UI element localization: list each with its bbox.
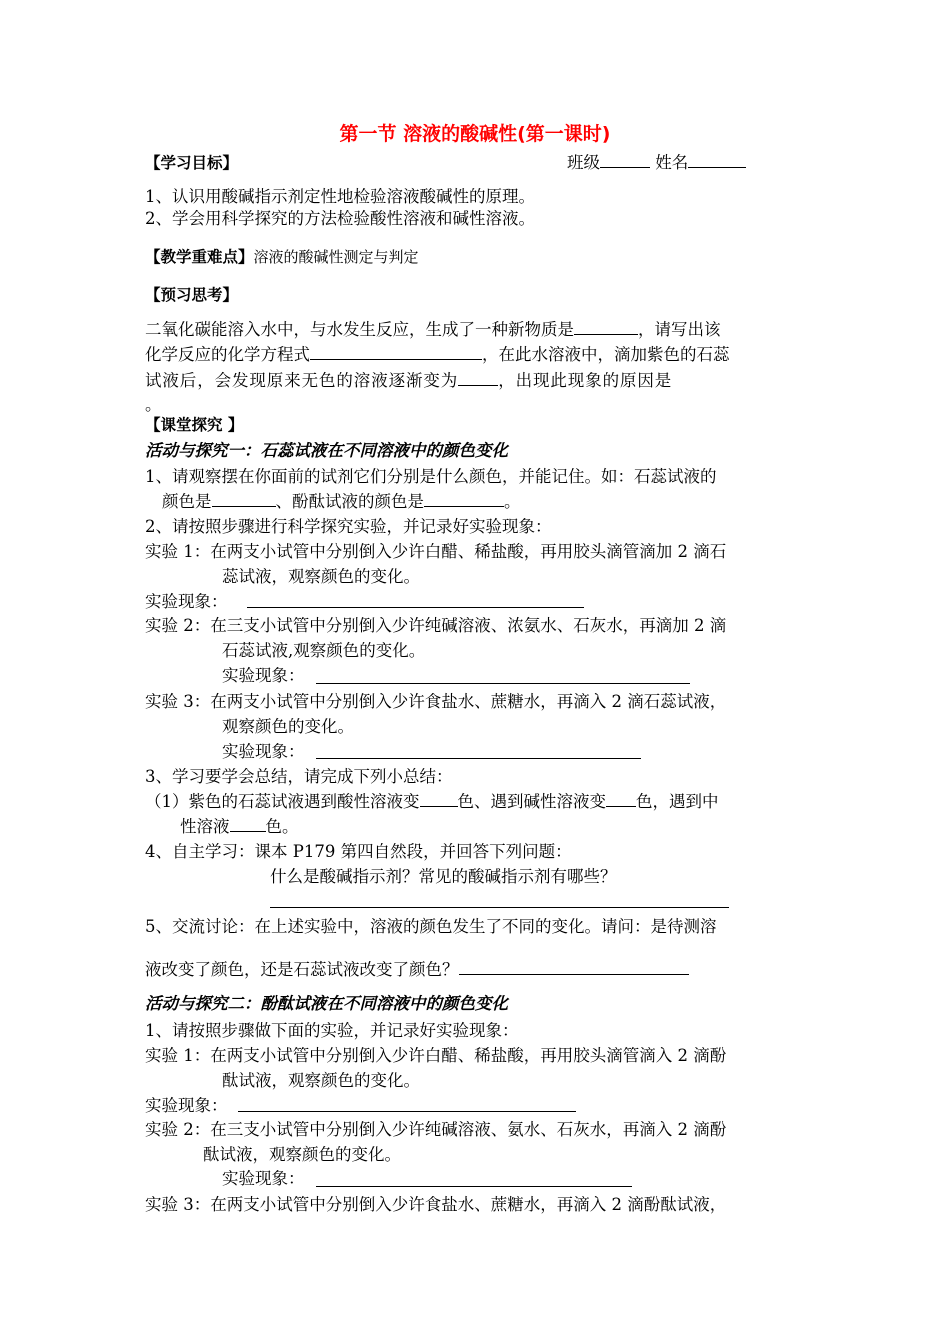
key-points-text: 溶液的酸碱性测定与判定 [253, 248, 419, 266]
objectives-heading: 【学习目标】 [145, 154, 239, 172]
a2-obs2-label: 实验现象： [222, 1169, 305, 1188]
a1-exp1-line-2: 蕊试液，观察颜色的变化。 [222, 567, 420, 586]
a2-exp2-line-1: 实验 2：在三支小试管中分别倒入少许纯碱溶液、氨水、石灰水，再滴入 2 滴酚 [145, 1120, 727, 1139]
acid-color-blank[interactable] [420, 791, 458, 807]
summary-text: 色。 [265, 817, 299, 836]
preview-text: ，请写出该 [638, 320, 721, 339]
objective-1: 1、认识用酸碱指示剂定性地检验溶液酸碱性的原理。 [145, 187, 535, 206]
a2-obs1-label: 实验现象： [145, 1096, 228, 1115]
preview-text: 试液后，会发现原来无色的溶液逐渐变为 [145, 371, 459, 390]
class-blank[interactable] [600, 152, 650, 168]
a1-obs2-blank[interactable] [316, 683, 690, 684]
a2-exp1-line-1: 实验 1：在两支小试管中分别倒入少许白醋、稀盐酸，再用胶头滴管滴入 2 滴酚 [145, 1046, 727, 1065]
a1-obs3-label: 实验现象： [222, 742, 305, 761]
a1-q5-line-1: 5、交流讨论：在上述实验中，溶液的颜色发生了不同的变化。请问：是待测溶 [145, 917, 717, 936]
a1-q1-line-1: 1、请观察摆在你面前的试剂它们分别是什么颜色，并能记住。如：石蕊试液的 [145, 467, 717, 486]
equation-blank[interactable] [310, 344, 482, 360]
summary-text: 色，遇到中 [636, 792, 719, 811]
a1-summary-line-2 [180, 816, 845, 838]
summary-text: （1）紫色的石蕊试液遇到酸性溶液变 [145, 792, 420, 811]
litmus-color-blank[interactable] [212, 491, 276, 507]
preview-text: ，出现此现象的原因是 [498, 371, 673, 390]
a1-q1-text: 、酚酞试液的颜色是 [275, 492, 424, 511]
activity-2-title: 活动与探究二：酚酞试液在不同溶液中的颜色变化 [145, 994, 508, 1013]
name-blank[interactable] [688, 152, 746, 168]
class-name-fields [567, 152, 807, 174]
key-points-heading: 【教学重难点】 [145, 248, 254, 266]
a2-exp3-line-1: 实验 3：在两支小试管中分别倒入少许食盐水、蔗糖水，再滴入 2 滴酚酞试液， [145, 1195, 727, 1214]
a1-obs1-label: 实验现象： [145, 592, 228, 611]
a1-exp3-line-1: 实验 3：在两支小试管中分别倒入少许食盐水、蔗糖水，再滴入 2 滴石蕊试液， [145, 692, 727, 711]
a1-exp2-line-2: 石蕊试液,观察颜色的变化。 [222, 641, 426, 660]
a1-exp3-line-2: 观察颜色的变化。 [222, 717, 354, 736]
preview-line-4: 。 [145, 395, 162, 414]
a2-obs1-blank[interactable] [238, 1111, 576, 1112]
a1-q1-text: 。 [504, 492, 521, 511]
neutral-color-blank[interactable] [230, 816, 266, 832]
classroom-heading: 【课堂探究 】 [145, 416, 244, 434]
preview-line-1 [145, 317, 810, 343]
phenolphthalein-color-blank[interactable] [424, 491, 504, 507]
a1-q4-answer-blank[interactable] [270, 907, 729, 908]
a1-q5-answer-blank[interactable] [459, 959, 689, 975]
a1-q4-line-1: 4、自主学习：课本 P179 第四自然段，并回答下列问题： [145, 842, 572, 861]
objective-2: 2、学会用科学探究的方法检验酸性溶液和碱性溶液。 [145, 209, 535, 228]
a2-exp1-line-2: 酞试液，观察颜色的变化。 [222, 1071, 420, 1090]
a1-exp1-line-1: 实验 1：在两支小试管中分别倒入少许白醋、稀盐酸，再用胶头滴管滴加 2 滴石 [145, 542, 727, 561]
summary-text: 色、遇到碱性溶液变 [457, 792, 606, 811]
name-label: 姓名 [655, 153, 689, 172]
a1-q5-text: 液改变了颜色，还是石蕊试液改变了颜色？ [145, 960, 459, 979]
a1-q2: 2、请按照步骤进行科学探究实验，并记录好实验现象： [145, 517, 552, 536]
page-title: 第一节 溶液的酸碱性(第一课时) [339, 123, 611, 145]
new-substance-blank[interactable] [574, 319, 638, 335]
a2-exp2-line-2: 酞试液，观察颜色的变化。 [203, 1145, 401, 1164]
a2-q1: 1、请按照步骤做下面的实验，并记录好实验现象： [145, 1021, 519, 1040]
preview-text: 二氧化碳能溶入水中，与水发生反应，生成了一种新物质是 [145, 320, 574, 339]
a1-q4-line-2: 什么是酸碱指示剂？常见的酸碱指示剂有哪些？ [270, 867, 617, 886]
summary-text: 性溶液 [180, 817, 230, 836]
color-change-blank[interactable] [458, 370, 498, 386]
a1-obs3-blank[interactable] [316, 758, 641, 759]
activity-1-title: 活动与探究一：石蕊试液在不同溶液中的颜色变化 [145, 441, 508, 460]
preview-text: ，在此水溶液中，滴加紫色的石蕊 [482, 345, 730, 364]
preview-heading: 【预习思考】 [145, 286, 239, 304]
key-points [145, 246, 810, 268]
a1-summary-line-1 [145, 791, 810, 813]
a1-exp2-line-1: 实验 2：在三支小试管中分别倒入少许纯碱溶液、浓氨水、石灰水，再滴加 2 滴 [145, 616, 727, 635]
a1-q1-text: 颜色是 [162, 492, 212, 511]
a1-obs2-label: 实验现象： [222, 666, 305, 685]
a2-obs2-blank[interactable] [316, 1186, 632, 1187]
base-color-blank[interactable] [606, 791, 636, 807]
a1-q5-line-2 [145, 959, 810, 981]
a1-q3: 3、学习要学会总结，请完成下列小总结： [145, 767, 453, 786]
class-label: 班级 [567, 153, 600, 172]
preview-line-2 [145, 342, 810, 368]
preview-line-3 [145, 368, 810, 394]
preview-text: 化学反应的化学方程式 [145, 345, 310, 364]
a1-obs1-blank[interactable] [247, 607, 584, 608]
a1-q1-line-2 [162, 491, 827, 513]
